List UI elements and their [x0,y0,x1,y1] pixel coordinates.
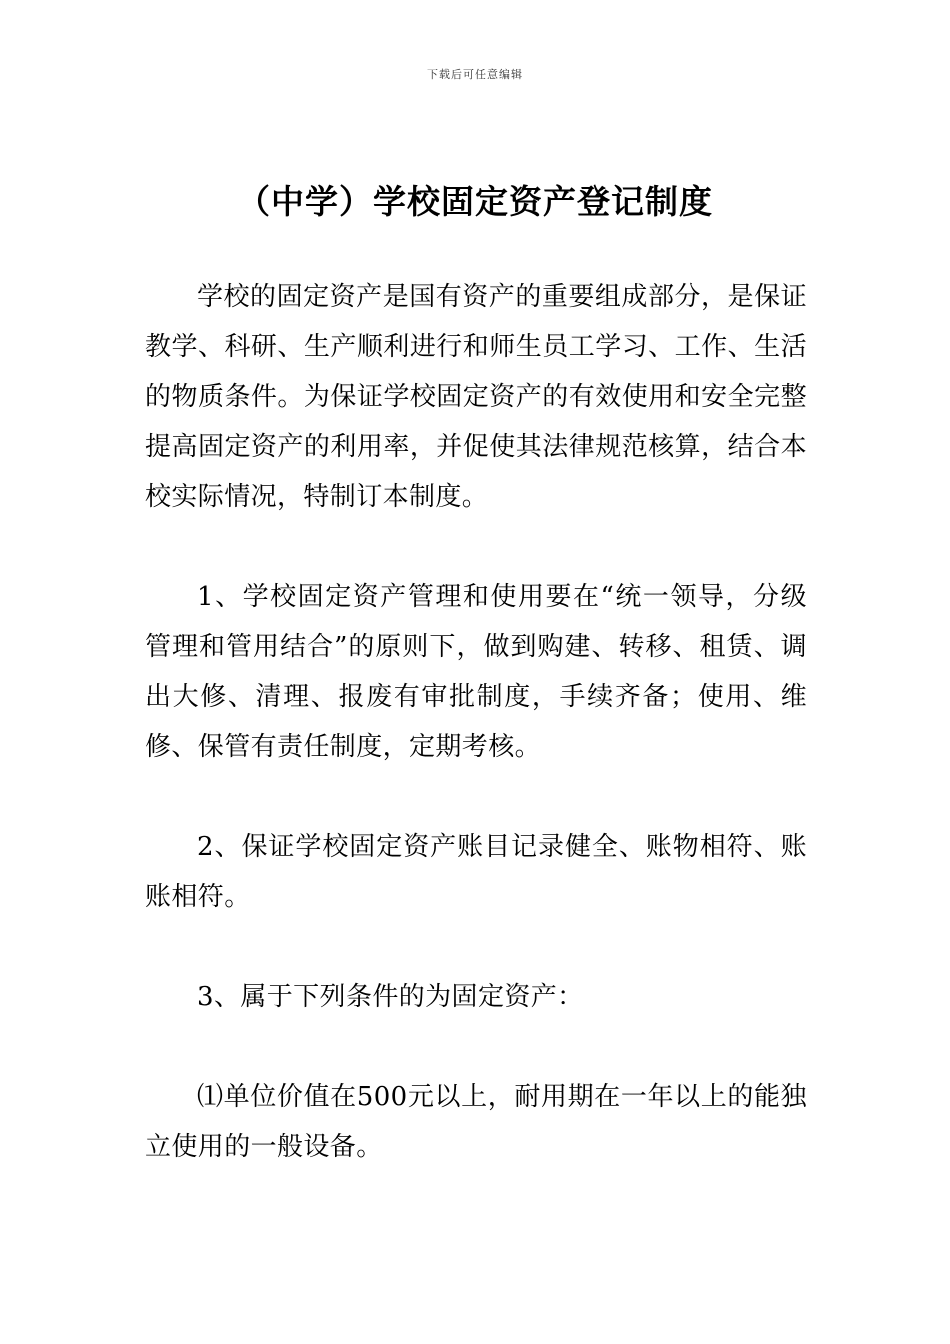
page-header-note: 下载后可任意编辑 [427,68,523,81]
paragraph-spacer [145,772,807,822]
paragraph-spacer [145,922,807,972]
document-body [145,272,807,1172]
paragraph-spacer [145,522,807,572]
clause-3-paragraph: 3、属于下列条件的为固定资产： [197,982,584,1012]
clause-1-paragraph: 1、学校固定资产管理和使用要在“统一领导，分级管理和管用结合”的原则下，做到购建、转移、租赁、调出大修、清理、报废有审批制度，手续齐备；使用、维修、保管有责任制度，定期考核。 [145,582,807,762]
document-title: （中学）学校固定资产登记制度 [237,182,713,221]
paragraph-spacer [145,1022,807,1072]
clause-2-paragraph: 2、保证学校固定资产账目记录健全、账物相符、账账相符。 [145,832,807,912]
clause-3-item-1-paragraph: ⑴单位价值在500元以上，耐用期在一年以上的能独立使用的一般设备。 [145,1082,807,1162]
intro-paragraph: 学校的固定资产是国有资产的重要组成部分，是保证教学、科研、生产顺利进行和师生员工学习、工作、生活的物质条件。为保证学校固定资产的有效使用和安全完整提高固定资产的利用率，并促使其法律规范核算，结合本校实际情况，特制订本制度。 [145,282,807,512]
